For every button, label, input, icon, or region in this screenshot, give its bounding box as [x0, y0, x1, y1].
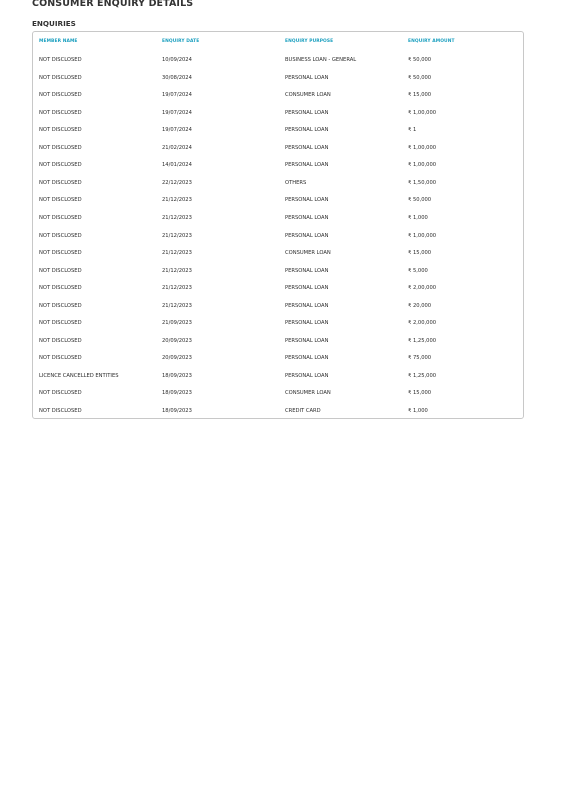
- table-row: [33, 125, 523, 135]
- enquiry-purpose-cell: PERSONAL LOAN: [285, 337, 329, 344]
- enquiry-date-cell: 21/12/2023: [162, 232, 192, 239]
- enquiry-date-cell: 14/01/2024: [162, 162, 192, 169]
- enquiry-amount-cell: ₹ 2,00,000: [408, 320, 437, 327]
- table-row: [33, 371, 523, 381]
- header-member-name: MEMBER NAME: [39, 39, 78, 44]
- enquiry-amount-cell: ₹ 15,000: [408, 92, 432, 99]
- enquiry-amount-cell: ₹ 15,000: [408, 250, 432, 257]
- enquiry-amount-cell: ₹ 1,00,000: [408, 109, 437, 116]
- member-name-cell: NOT DISCLOSED: [39, 109, 82, 116]
- enquiry-purpose-cell: BUSINESS LOAN - GENERAL: [285, 57, 357, 63]
- enquiry-purpose-cell: CONSUMER LOAN: [285, 250, 331, 257]
- enquiry-date-cell: 21/12/2023: [162, 250, 192, 257]
- member-name-cell: NOT DISCLOSED: [39, 302, 82, 309]
- enquiry-purpose-cell: PERSONAL LOAN: [285, 355, 329, 362]
- table-row: [33, 388, 523, 398]
- table-row: [33, 318, 523, 328]
- enquiry-purpose-cell: PERSONAL LOAN: [285, 197, 329, 204]
- enquiry-amount-cell: ₹ 2,00,000: [408, 285, 437, 292]
- enquiry-date-cell: 30/08/2024: [162, 74, 192, 81]
- header-enquiry-purpose: ENQUIRY PURPOSE: [285, 39, 334, 44]
- enquiry-purpose-cell: PERSONAL LOAN: [285, 320, 329, 327]
- enquiry-date-cell: 21/12/2023: [162, 302, 192, 309]
- member-name-cell: NOT DISCLOSED: [39, 214, 82, 221]
- table-row: [33, 266, 523, 276]
- member-name-cell: NOT DISCLOSED: [39, 337, 82, 344]
- enquiry-amount-cell: ₹ 1,00,000: [408, 144, 437, 151]
- table-row: [33, 195, 523, 205]
- table-row: [33, 301, 523, 311]
- enquiry-purpose-cell: PERSONAL LOAN: [285, 74, 329, 81]
- enquiry-amount-cell: ₹ 1,25,000: [408, 337, 437, 344]
- enquiry-amount-cell: ₹ 1,00,000: [408, 162, 437, 169]
- member-name-cell: NOT DISCLOSED: [39, 127, 82, 134]
- enquiry-purpose-cell: OTHERS: [285, 179, 307, 186]
- enquiry-date-cell: 18/09/2023: [162, 390, 192, 397]
- enquiries-table: [32, 31, 524, 419]
- member-name-cell: NOT DISCLOSED: [39, 408, 82, 414]
- header-enquiry-amount: ENQUIRY AMOUNT: [408, 39, 455, 44]
- enquiry-amount-cell: ₹ 20,000: [408, 302, 432, 309]
- table-row: [33, 73, 523, 83]
- section-title: ENQUIRIES: [32, 19, 76, 28]
- enquiry-purpose-cell: PERSONAL LOAN: [285, 232, 329, 239]
- member-name-cell: NOT DISCLOSED: [39, 92, 82, 99]
- table-row: [33, 353, 523, 363]
- member-name-cell: NOT DISCLOSED: [39, 320, 82, 327]
- table-row: [33, 143, 523, 153]
- enquiry-purpose-cell: PERSONAL LOAN: [285, 162, 329, 169]
- enquiry-date-cell: 20/09/2023: [162, 355, 192, 362]
- enquiry-amount-cell: ₹ 50,000: [408, 74, 432, 81]
- enquiry-purpose-cell: PERSONAL LOAN: [285, 214, 329, 221]
- table-row: [33, 231, 523, 241]
- member-name-cell: NOT DISCLOSED: [39, 179, 82, 186]
- table-row: [33, 213, 523, 223]
- table-row: [33, 248, 523, 258]
- enquiry-amount-cell: ₹ 1: [408, 127, 417, 134]
- enquiry-date-cell: 19/07/2024: [162, 109, 192, 116]
- enquiry-date-cell: 10/09/2024: [162, 57, 192, 63]
- member-name-cell: NOT DISCLOSED: [39, 232, 82, 239]
- enquiry-purpose-cell: CREDIT CARD: [285, 408, 321, 414]
- enquiry-purpose-cell: CONSUMER LOAN: [285, 390, 331, 397]
- table-row: [33, 160, 523, 170]
- enquiry-date-cell: 21/09/2023: [162, 320, 192, 327]
- table-row: [33, 283, 523, 293]
- enquiry-date-cell: 21/02/2024: [162, 144, 192, 151]
- member-name-cell: NOT DISCLOSED: [39, 285, 82, 292]
- enquiry-amount-cell: ₹ 1,000: [408, 408, 428, 414]
- member-name-cell: NOT DISCLOSED: [39, 57, 82, 63]
- table-row: [33, 90, 523, 100]
- enquiry-purpose-cell: CONSUMER LOAN: [285, 92, 331, 99]
- enquiry-amount-cell: ₹ 5,000: [408, 267, 428, 274]
- member-name-cell: NOT DISCLOSED: [39, 267, 82, 274]
- table-row: [33, 108, 523, 118]
- table-row: [33, 55, 523, 65]
- enquiry-purpose-cell: PERSONAL LOAN: [285, 127, 329, 134]
- enquiry-date-cell: 21/12/2023: [162, 214, 192, 221]
- enquiry-amount-cell: ₹ 50,000: [408, 57, 432, 63]
- enquiry-date-cell: 19/07/2024: [162, 92, 192, 99]
- enquiry-purpose-cell: PERSONAL LOAN: [285, 285, 329, 292]
- enquiry-amount-cell: ₹ 1,000: [408, 214, 428, 221]
- enquiry-date-cell: 19/07/2024: [162, 127, 192, 134]
- enquiry-purpose-cell: PERSONAL LOAN: [285, 144, 329, 151]
- header-enquiry-date: ENQUIRY DATE: [162, 39, 200, 44]
- enquiry-date-cell: 22/12/2023: [162, 179, 192, 186]
- enquiry-purpose-cell: PERSONAL LOAN: [285, 267, 329, 274]
- enquiry-date-cell: 18/09/2023: [162, 408, 192, 414]
- member-name-cell: NOT DISCLOSED: [39, 250, 82, 257]
- enquiry-amount-cell: ₹ 75,000: [408, 355, 432, 362]
- member-name-cell: NOT DISCLOSED: [39, 390, 82, 397]
- member-name-cell: NOT DISCLOSED: [39, 355, 82, 362]
- enquiry-date-cell: 21/12/2023: [162, 197, 192, 204]
- table-row: [33, 336, 523, 346]
- table-row: [33, 406, 523, 416]
- enquiry-purpose-cell: PERSONAL LOAN: [285, 109, 329, 116]
- enquiry-date-cell: 21/12/2023: [162, 285, 192, 292]
- table-row: [33, 178, 523, 188]
- member-name-cell: LICENCE CANCELLED ENTITIES: [39, 372, 119, 379]
- enquiry-amount-cell: ₹ 50,000: [408, 197, 432, 204]
- page-title: CONSUMER ENQUIRY DETAILS: [32, 0, 194, 9]
- enquiry-amount-cell: ₹ 15,000: [408, 390, 432, 397]
- member-name-cell: NOT DISCLOSED: [39, 144, 82, 151]
- enquiry-date-cell: 18/09/2023: [162, 372, 192, 379]
- enquiry-date-cell: 21/12/2023: [162, 267, 192, 274]
- enquiry-date-cell: 20/09/2023: [162, 337, 192, 344]
- member-name-cell: NOT DISCLOSED: [39, 162, 82, 169]
- enquiry-purpose-cell: PERSONAL LOAN: [285, 302, 329, 309]
- enquiry-amount-cell: ₹ 1,25,000: [408, 372, 437, 379]
- member-name-cell: NOT DISCLOSED: [39, 74, 82, 81]
- enquiry-purpose-cell: PERSONAL LOAN: [285, 372, 329, 379]
- table-header-row: [33, 37, 523, 47]
- enquiry-amount-cell: ₹ 1,50,000: [408, 179, 437, 186]
- enquiry-amount-cell: ₹ 1,00,000: [408, 232, 437, 239]
- member-name-cell: NOT DISCLOSED: [39, 197, 82, 204]
